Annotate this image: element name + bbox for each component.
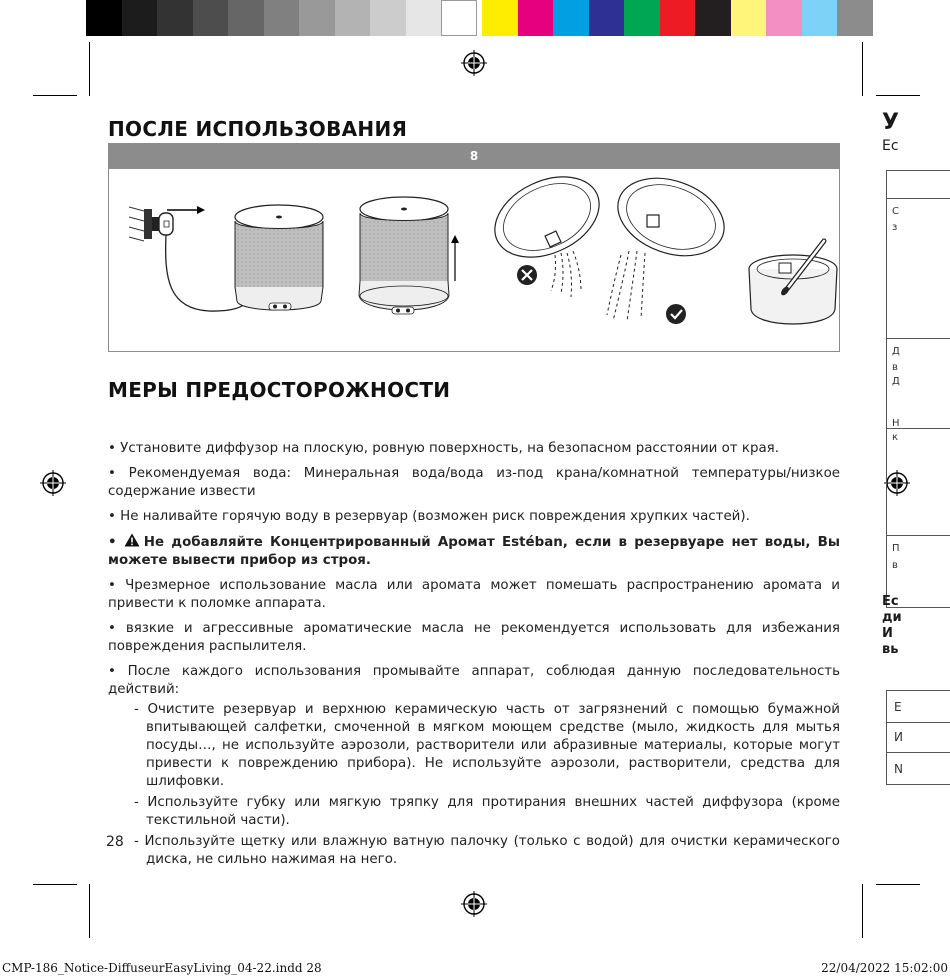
precautions-list — [108, 440, 840, 872]
next-page-fragment-text: Д — [892, 346, 900, 357]
cleaning-step: - Используйте губку или мягкую тряпку для протирания внешних частей диффузора (кроме текстильной части). — [134, 795, 840, 828]
registration-mark-icon — [461, 50, 487, 76]
next-page-table-cell: N — [894, 762, 903, 776]
after-use-title: ПОСЛЕ ИСПОЛЬЗОВАНИЯ — [108, 117, 408, 141]
ceramic-disc-cleaning-icon — [749, 241, 837, 324]
warning-triangle-icon — [124, 533, 140, 547]
precaution-warning — [108, 533, 840, 570]
gray-swatch — [157, 0, 193, 36]
next-page-bold-text: И — [882, 626, 893, 641]
next-page-fragment-text: в — [892, 362, 898, 373]
reservoir-correct-pour-icon — [607, 169, 735, 324]
next-page-fragment-text: Д — [892, 376, 900, 387]
cleaning-step: - Используйте щетку или влажную ватную палочку (только с водой) для очистки керамического диска, не сильно нажимая на него. — [134, 834, 840, 867]
gray-swatch — [441, 0, 477, 36]
gray-swatch — [193, 0, 229, 36]
color-swatch — [731, 0, 767, 36]
next-page-fragment-text: С — [892, 206, 899, 217]
next-page-subtitle: Ес — [882, 138, 899, 154]
step-header — [108, 143, 840, 169]
next-page-table-cell: Е — [894, 700, 902, 714]
next-page-fragment-text: Н — [892, 418, 900, 429]
next-page-fragment-text: в — [892, 560, 898, 571]
next-page-title: У — [882, 110, 899, 135]
precaution-item: • Чрезмерное использование масла или аромата может помешать распространению аромата и привести к поломке аппарата. — [108, 578, 840, 611]
next-page-bold-text: Ес — [882, 594, 899, 609]
cleaning-steps-list — [108, 701, 840, 869]
footer-file-name: CMP-186_Notice-DiffuseurEasyLiving_04-22.indd 28 — [2, 961, 322, 975]
next-page-fragment-text: з — [892, 222, 898, 233]
next-page-fragment — [876, 110, 950, 810]
footer-timestamp: 22/04/2022 15:02:00 — [821, 961, 948, 975]
gray-swatch — [335, 0, 371, 36]
color-swatch — [482, 0, 518, 36]
registration-mark-icon — [40, 470, 66, 496]
color-swatch — [518, 0, 554, 36]
color-swatch — [624, 0, 660, 36]
precaution-item: • Рекомендуемая вода: Минеральная вода/вода из-под крана/комнатной температуры/низкое содержание извести — [108, 466, 840, 499]
precaution-item: • вязкие и агрессивные ароматические масла не рекомендуется использовать для избежания повреждения распылителя. — [108, 621, 840, 654]
gray-swatch — [406, 0, 442, 36]
next-page-fragment-text: к — [892, 432, 899, 443]
precaution-item: • Не наливайте горячую воду в резервуар (возможен риск повреждения хрупких частей). — [108, 509, 750, 524]
step-number: 8 — [469, 149, 479, 163]
wall-outlet-icon — [129, 206, 249, 311]
next-page-fragment-text: П — [892, 543, 900, 554]
color-swatch — [660, 0, 696, 36]
color-swatch — [589, 0, 625, 36]
color-swatch — [837, 0, 873, 36]
cleaning-illustration — [108, 169, 840, 352]
diffuser-lid-removal-icon — [359, 197, 459, 314]
next-page-table-cell: И — [894, 730, 903, 744]
page-number: 28 — [106, 834, 124, 850]
diffuser-unplugged-icon — [235, 205, 323, 310]
registration-mark-icon — [461, 891, 487, 917]
gray-swatch — [370, 0, 406, 36]
gray-swatch — [122, 0, 158, 36]
warning-text: Не добавляйте Концентрированный Аромат Estéban, если в резервуаре нет воды, Вы можете вывести прибор из строя. — [108, 535, 840, 568]
gray-swatch — [228, 0, 264, 36]
illustration-svg — [109, 169, 839, 351]
precautions-title: МЕРЫ ПРЕДОСТОРОЖНОСТИ — [108, 378, 451, 402]
color-swatch — [766, 0, 802, 36]
gray-swatch — [264, 0, 300, 36]
next-page-bold-text: ди — [882, 610, 902, 625]
gray-swatch — [86, 0, 122, 36]
color-swatch — [695, 0, 731, 36]
reservoir-wrong-pour-icon — [482, 169, 612, 297]
bullet: • — [108, 535, 124, 550]
color-swatch — [802, 0, 838, 36]
color-swatch — [553, 0, 589, 36]
next-page-bold-text: вь — [882, 642, 899, 657]
precaution-item: • Установите диффузор на плоскую, ровную поверхность, на безопасном расстоянии от края. — [108, 441, 779, 456]
gray-swatch — [299, 0, 335, 36]
cleaning-step: - Очистите резервуар и верхнюю керамическую часть от загрязнений с помощью бумажной впитывающей салфетки, смоченной в мягком моющем средстве (мыло, жидкость для мытья посуды…, не используйте аэрозоли, растворители или абразивные материалы, которые могут привести к повреждению прибора). Не используйте аэрозоли, растворители, средства для шлифовки. — [134, 702, 840, 789]
precaution-item: • После каждого использования промывайте аппарат, соблюдая данную последовательность действий: — [108, 664, 840, 697]
